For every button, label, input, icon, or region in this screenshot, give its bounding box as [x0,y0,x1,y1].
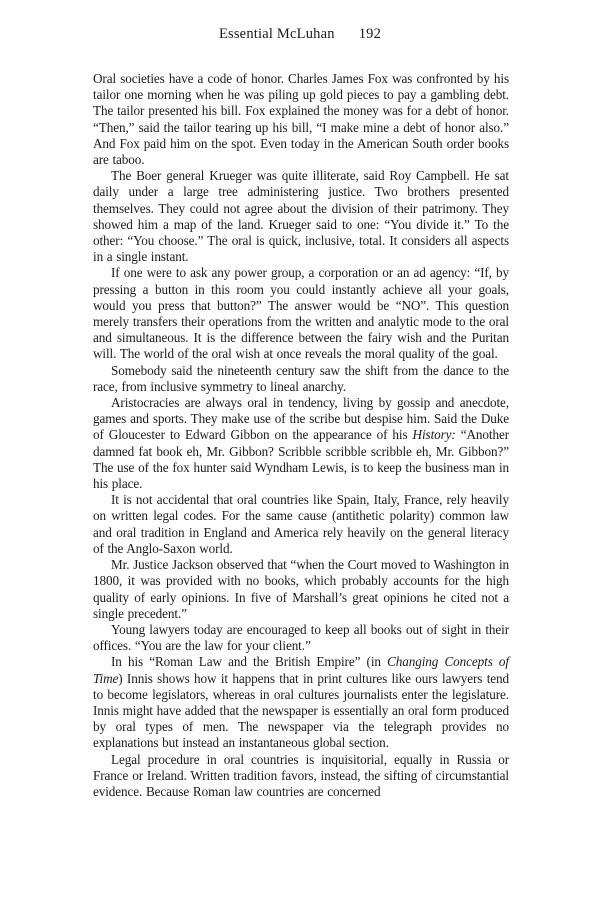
text-segment: Mr. Justice Jackson observed that “when the Court moved to Washington in 1800, it was provided with no books, which probably accounts for the high quality of early opinions. In five of Marshall’s great opinions he cited not a single precedent.” [93,557,509,621]
text-segment: In his “Roman Law and the British Empire” (in [111,654,388,670]
text-segment: Legal procedure in oral countries is inquisitorial, equally in Russia or France or Ireland. Written tradition favors, instead, the sifting of circumstantial evidence. Because Roman law countries are concerned [93,751,509,799]
page-body [93,71,509,800]
text-segment: If one were to ask any power group, a corporation or an ad agency: “If, by pressing a button in this room you could instantly achieve all your goals, would you press that button?” The answer would be “NO”. This question merely transfers their operations from the written and analytic mode to the oral and simultaneous. It is the difference between the fairy wish and the Puritan will. The world of the oral wish at once reveals the moral quality of the goal. [93,265,509,362]
paragraph [93,752,509,801]
paragraph [93,395,509,492]
page-number: 192 [358,26,382,42]
text-segment: Aristocracies are always oral in tendency, living by gossip and anecdote, games and sports. They make use of the scribe but despise him. Said the Duke of Gloucester to Edward Gibbon on the appearance of his [93,395,509,443]
text-segment: “Another damned fat book eh, Mr. Gibbon? Scribble scribble scribble eh, Mr. Gibbon?” The use of the fox hunter said Wyndham Lewis, is to keep the business man in his place. [93,427,509,492]
text-segment: Somebody said the nineteenth century saw the shift from the dance to the race, from inclusive symmetry to lineal anarchy. [93,362,509,394]
running-header [0,26,600,43]
text-segment: It is not accidental that oral countries like Spain, Italy, France, rely heavily on written legal codes. For the same cause (antithetic polarity) common law and oral tradition in England and America rely heavily on the general literacy of the Anglo-Saxon world. [93,492,509,556]
text-segment-italic: Changing Concepts of Time [93,654,509,686]
running-title: Essential McLuhan [218,26,335,42]
text-segment: The Boer general Krueger was quite illiterate, said Roy Campbell. He sat daily under a large tree administering justice. Two brothers presented themselves. They could not agree about the division of their patrimony. They showed him a map of the land. Krueger said to one: “You divide it.” To the other: “You choose.” The oral is quick, inclusive, total. It considers all aspects in a single instant. [93,168,509,265]
text-segment: ) Innis shows how it happens that in print cultures like ours lawyers tend to become legislators, whereas in oral cultures journalists enter the legislature. Innis might have added that the newspaper is essentially an oral form produced by oral types of men. The newspaper via the telegraph provides no explanations but instead an instantaneous global section. [93,670,509,751]
paragraph [93,557,509,622]
text-segment: Young lawyers today are encouraged to keep all books out of sight in their offices. “You are the law for your client.” [93,621,509,654]
paragraph [93,168,509,265]
paragraph [93,654,509,751]
paragraph [93,71,509,168]
paragraph [93,363,509,395]
paragraph [93,265,509,362]
text-segment: Oral societies have a code of honor. Charles James Fox was confronted by his tailor one morning when he was piling up gold pieces to pay a gambling debt. The tailor presented his bill. Fox explained the money was for a debt of honor. “Then,” said the tailor tearing up his bill, “I make mine a debt of honor also.” And Fox paid him on the spot. Even today in the American South order books are taboo. [93,71,509,168]
text-segment-italic: History: [412,427,456,443]
paragraph [93,622,509,654]
paragraph [93,492,509,557]
